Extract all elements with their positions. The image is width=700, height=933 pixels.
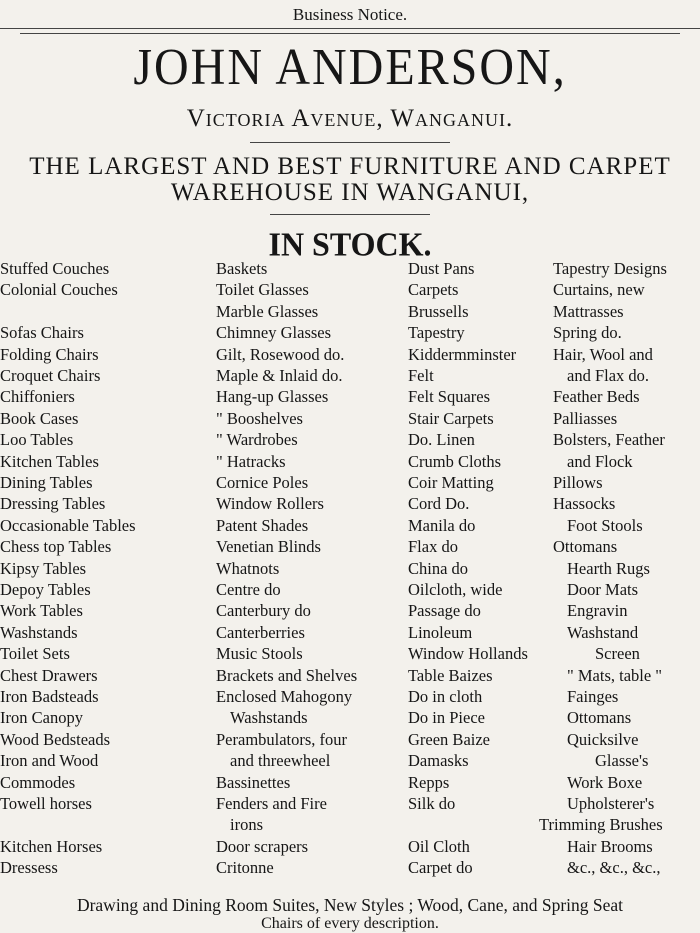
stock-item: Perambulators, four: [216, 729, 348, 749]
stock-item: Kitchen Horses: [0, 836, 103, 856]
footer-line-1: Drawing and Dining Room Suites, New Styles ; Wood, Cane, and Spring Seat: [76, 895, 624, 915]
heading-line-1: THE LARGEST AND BEST FURNITURE AND CARPET: [29, 153, 671, 180]
stock-item: Depoy Tables: [0, 580, 91, 599]
stock-item: Do in Piece: [408, 708, 485, 728]
stock-item: Do in cloth: [408, 687, 483, 706]
stock-item: &c., &c., &c.,: [567, 858, 661, 878]
stock-item: Carpet do: [408, 858, 473, 878]
stock-item: Cornice Poles: [216, 473, 309, 492]
stock-item: Commodes: [0, 772, 76, 792]
stock-item: Enclosed Mahogony: [216, 687, 353, 706]
stock-item: Do. Linen: [408, 430, 475, 450]
stock-item: and Flock: [567, 451, 633, 471]
stock-item: Whatnots: [216, 558, 280, 578]
stock-item: Quicksilve: [567, 729, 639, 749]
stock-item: " Hatracks: [216, 451, 286, 471]
stock-item: Ottomans: [553, 537, 618, 557]
stock-item: Curtains, new: [553, 280, 645, 300]
stock-item: Flax do: [408, 537, 458, 557]
stock-item: Chiffoniers: [0, 387, 75, 407]
stock-item: Chimney Glasses: [216, 323, 332, 343]
stock-item: Work Tables: [0, 601, 83, 621]
stock-item: Oil Cloth: [408, 836, 470, 856]
stock-item: Ottomans: [567, 708, 632, 728]
stock-item: Tapestry Designs: [553, 259, 667, 278]
stock-item: Screen: [595, 644, 640, 664]
stock-item: Passage do: [408, 601, 481, 621]
stock-item: and threewheel: [230, 751, 331, 771]
stock-item: Upholsterer's: [567, 794, 655, 813]
stock-item: Croquet Chairs: [0, 366, 101, 385]
stock-item: Wood Bedsteads: [0, 729, 111, 749]
stock-item: " Wardrobes: [216, 430, 298, 450]
stock-item: Door Mats: [567, 580, 639, 599]
stock-item: Feather Beds: [553, 387, 640, 407]
address-rule: [250, 142, 450, 143]
stock-item: Stuffed Couches: [0, 259, 110, 278]
stock-item: Dressing Tables: [0, 494, 106, 514]
merchant-address: Victoria Avenue, Wanganui.: [186, 105, 514, 132]
stock-item: China do: [408, 558, 469, 578]
stock-item: Baskets: [216, 259, 268, 278]
stock-item: Fenders and Fire: [216, 794, 327, 813]
stock-item: Mattrasses: [553, 301, 624, 321]
stock-item: Marble Glasses: [216, 301, 319, 321]
stock-item: Iron Canopy: [0, 708, 83, 728]
heading-line-2: WAREHOUSE IN WANGANUI,: [170, 179, 530, 206]
stock-item: Window Hollands: [408, 644, 528, 664]
stock-item: Music Stools: [216, 644, 303, 664]
top-rule-thin: [20, 33, 680, 34]
stock-item: Fainges: [567, 687, 619, 706]
stock-item: Manila do: [408, 515, 476, 535]
stock-item: Canterbury do: [216, 601, 311, 621]
stock-item: Engravin: [567, 601, 628, 621]
stock-item: Bassinettes: [216, 772, 291, 792]
stock-item: Kitchen Tables: [0, 451, 99, 471]
stock-item: Iron and Wood: [0, 751, 99, 771]
stock-item: Colonial Couches: [0, 280, 118, 300]
stock-item: Chest Drawers: [0, 665, 98, 685]
stock-item: Coir Matting: [408, 473, 494, 492]
stock-item: Hassocks: [553, 494, 616, 514]
stock-item: Toilet Glasses: [216, 280, 309, 300]
in-stock-heading: IN STOCK.: [268, 225, 432, 263]
stock-item: Toilet Sets: [0, 644, 70, 664]
stock-item: irons: [230, 815, 263, 835]
stock-item: Dining Tables: [0, 473, 93, 492]
top-rule: [0, 28, 700, 29]
stock-item: Oilcloth, wide: [408, 580, 503, 599]
stock-item: " Mats, table ": [567, 665, 663, 685]
stock-item: Cord Do.: [408, 494, 470, 514]
merchant-name: JOHN ANDERSON,: [133, 38, 567, 97]
heading-rule: [270, 214, 430, 215]
stock-item: Sofas Chairs: [0, 323, 84, 343]
stock-item: Loo Tables: [0, 430, 74, 450]
stock-item: Hang-up Glasses: [216, 387, 329, 407]
stock-item: Washstands: [0, 622, 78, 642]
stock-item: Silk do: [408, 794, 456, 813]
stock-item: Washstands: [230, 708, 308, 728]
stock-item: and Flax do.: [567, 366, 650, 385]
stock-item: Brussells: [408, 301, 469, 321]
stock-item: Spring do.: [553, 323, 622, 343]
stock-item: Carpets: [408, 280, 459, 300]
stock-item: Hair, Wool and: [553, 344, 653, 364]
stock-item: Stair Carpets: [408, 408, 494, 428]
stock-item: Felt: [408, 366, 434, 385]
stock-item: Canterberries: [216, 622, 305, 642]
stock-item: Felt Squares: [408, 387, 491, 407]
stock-item: Green Baize: [408, 729, 490, 749]
stock-item: Damasks: [408, 751, 469, 771]
stock-item: Centre do: [216, 580, 281, 599]
stock-item: Linoleum: [408, 622, 473, 642]
stock-item: " Booshelves: [216, 408, 303, 428]
stock-item: Glasse's: [595, 751, 649, 771]
stock-item: Gilt, Rosewood do.: [216, 344, 345, 364]
stock-item: Window Rollers: [216, 494, 324, 514]
stock-item: Critonne: [216, 858, 274, 878]
stock-item: Trimming Brushes: [539, 815, 663, 835]
stock-item: Hair Brooms: [567, 836, 653, 856]
stock-item: Pillows: [553, 473, 603, 492]
stock-item: Chess top Tables: [0, 537, 112, 557]
stock-item: Occasionable Tables: [0, 515, 136, 535]
stock-item: Iron Badsteads: [0, 687, 99, 706]
stock-item: Tapestry: [408, 323, 465, 343]
stock-item: Kipsy Tables: [0, 558, 87, 578]
stock-item: Dust Pans: [408, 259, 475, 278]
stock-item: Repps: [408, 772, 450, 792]
stock-item: Bolsters, Feather: [553, 430, 665, 450]
stock-item: Book Cases: [0, 408, 79, 428]
notice-label: Business Notice.: [292, 5, 408, 24]
stock-item: Brackets and Shelves: [216, 665, 358, 685]
stock-item: Dressess: [0, 858, 58, 878]
stock-item: Hearth Rugs: [567, 558, 650, 578]
stock-item: Work Boxe: [567, 772, 643, 792]
stock-item: Folding Chairs: [0, 344, 99, 364]
stock-item: Crumb Cloths: [408, 451, 502, 471]
stock-item: Foot Stools: [567, 515, 643, 535]
stock-item: Venetian Blinds: [216, 537, 321, 557]
stock-item: Door scrapers: [216, 836, 309, 856]
stock-item: Towell horses: [0, 794, 92, 813]
stock-item: Kiddermminster: [408, 344, 517, 364]
stock-item: Table Baizes: [408, 665, 493, 685]
footer-line-2: Chairs of every description.: [261, 915, 439, 932]
stock-item: Washstand: [567, 622, 639, 642]
stock-item: Palliasses: [553, 408, 618, 428]
stock-item: Maple & Inlaid do.: [216, 366, 343, 385]
stock-item: Patent Shades: [216, 515, 309, 535]
